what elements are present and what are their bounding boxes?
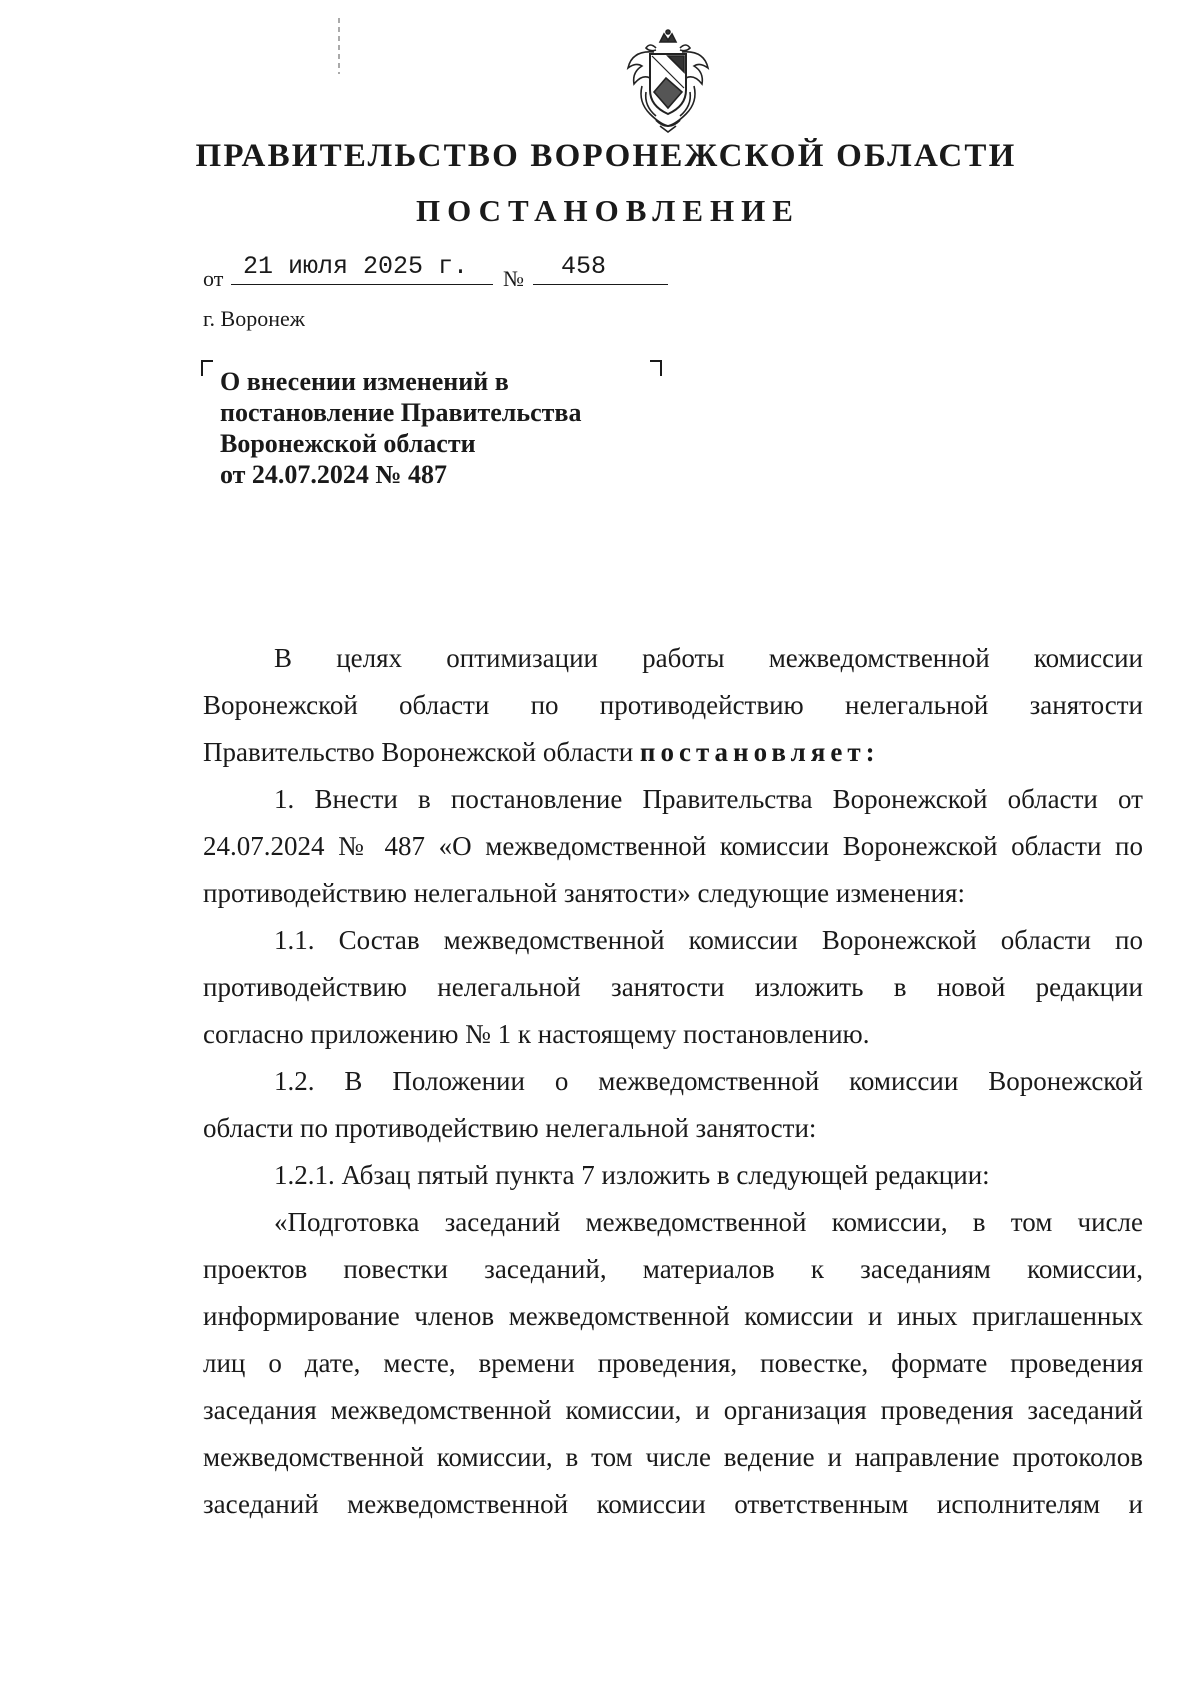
organization-title: ПРАВИТЕЛЬСТВО ВОРОНЕЖСКОЙ ОБЛАСТИ	[195, 138, 1017, 174]
city-name: г. Воронеж	[203, 306, 305, 331]
body-line: лиц о дате, месте, времени проведения, повестке, формате проведения	[203, 1348, 1143, 1378]
number-label: №	[503, 266, 524, 291]
subject-line: О внесении изменений в	[220, 367, 509, 396]
body-line: В целях оптимизации работы межведомственной комиссии	[274, 643, 1143, 673]
body-line-decree	[203, 732, 1143, 779]
body-line: межведомственной комиссии, в том числе ведение и направление протоколов	[203, 1442, 1143, 1472]
body-line: противодействию нелегальной занятости» следующие изменения:	[203, 878, 965, 908]
subject-line: постановление Правительства	[220, 398, 582, 427]
body-line: заседаний межведомственной комиссии ответственным исполнителям и	[203, 1489, 1143, 1519]
body-line: информирование членов межведомственной комиссии и иных приглашенных	[203, 1301, 1143, 1331]
body-line: 24.07.2024 № 487 «О межведомственной комиссии Воронежской области по	[203, 831, 1143, 861]
date-label: от	[203, 266, 224, 291]
document-subject	[220, 366, 581, 490]
document-body	[203, 638, 1143, 1531]
scan-artifact-mark	[338, 18, 340, 74]
body-line-text: Правительство Воронежской области	[203, 737, 634, 767]
document-type-heading: ПОСТАНОВЛЕНИЕ	[416, 193, 800, 228]
decree-word: постановляет	[639, 737, 866, 767]
number-field: 458	[533, 252, 668, 285]
body-line: 1. Внести в постановление Правительства Воронежской области от	[274, 784, 1143, 814]
subject-corner-left	[201, 360, 213, 376]
body-line: проектов повестки заседаний, материалов к заседаниям комиссии,	[203, 1254, 1143, 1284]
body-line: 1.2. В Положении о межведомственной комиссии Воронежской	[274, 1066, 1143, 1096]
body-line: согласно приложению № 1 к настоящему постановлению.	[203, 1019, 870, 1049]
body-line: 1.2.1. Абзац пятый пункта 7 изложить в следующей редакции:	[274, 1160, 990, 1190]
subject-corner-right	[650, 360, 662, 376]
subject-line: от 24.07.2024 № 487	[220, 460, 448, 489]
body-line: заседания межведомственной комиссии, и организация проведения заседаний	[203, 1395, 1143, 1425]
body-line: 1.1. Состав межведомственной комиссии Воронежской области по	[274, 925, 1143, 955]
subject-line: Воронежской области	[220, 429, 476, 458]
date-field: 21 июля 2025 г.	[231, 252, 493, 285]
coat-of-arms-emblem	[620, 28, 716, 134]
body-line: Воронежской области по противодействию нелегальной занятости	[203, 690, 1143, 720]
body-line: «Подготовка заседаний межведомственной комиссии, в том числе	[274, 1207, 1143, 1237]
body-line: области по противодействию нелегальной занятости:	[203, 1113, 817, 1143]
body-line: противодействию нелегальной занятости изложить в новой редакции	[203, 972, 1143, 1002]
decree-colon: :	[865, 737, 875, 767]
